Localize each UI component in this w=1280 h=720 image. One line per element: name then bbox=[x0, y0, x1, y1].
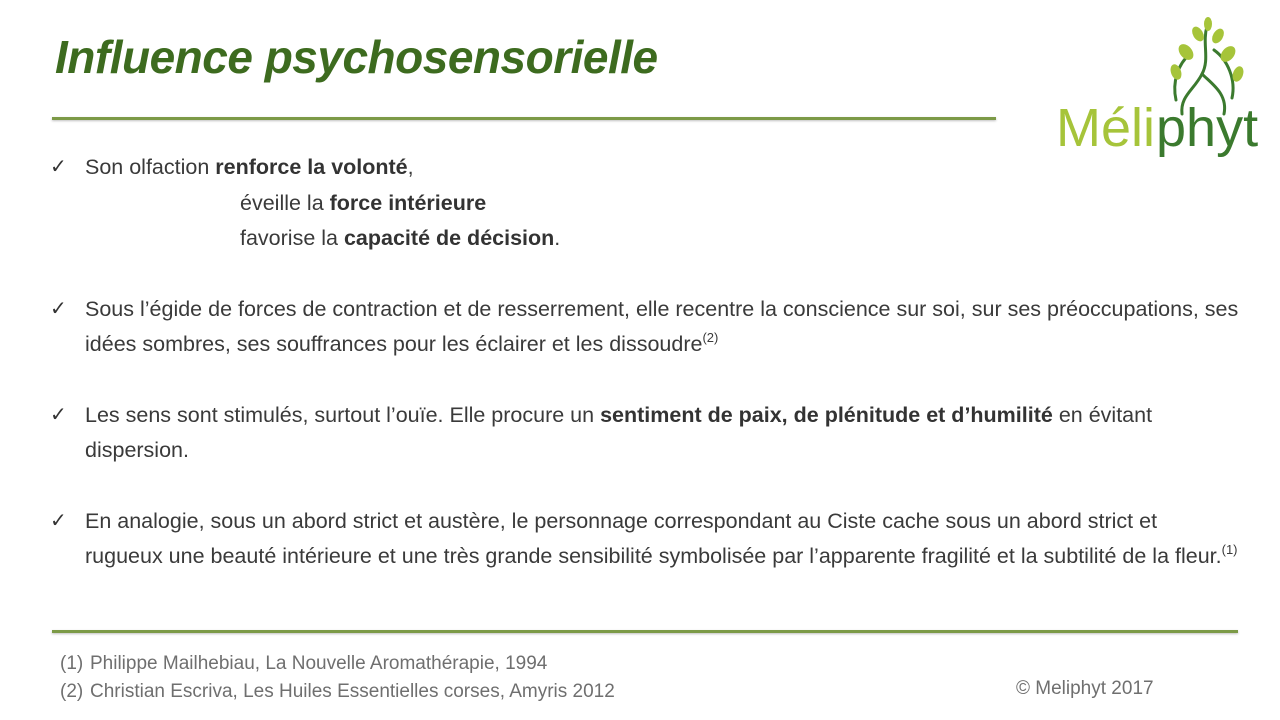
checkmark-icon: ✓ bbox=[50, 297, 67, 320]
checkmark-icon: ✓ bbox=[50, 156, 67, 178]
checkmark-icon: ✓ bbox=[50, 509, 67, 532]
bullet-2: ✓ Sous l’égide de forces de contraction et de resserrement, elle recentre la conscience sur soi, sur ses préoccupations, ses idées sombres, ses souffrances pour les éclairer et les dissoudre$^{(2)}$ bbox=[50, 292, 1240, 363]
reference-item: (1) Philippe Mailhebiau, La Nouvelle Aromathérapie, 1994 bbox=[60, 653, 548, 674]
references bbox=[60, 650, 615, 706]
footer-divider bbox=[52, 630, 1238, 633]
checkmark-icon: ✓ bbox=[50, 403, 67, 426]
copyright: © Meliphyt 2017 bbox=[1016, 678, 1154, 699]
footnote-ref: (1) bbox=[1221, 542, 1238, 557]
footnote-ref: (2) bbox=[702, 330, 719, 345]
title-divider bbox=[52, 117, 996, 120]
bullet-list bbox=[50, 150, 1240, 610]
bullet-4: ✓ En analogie, sous un abord strict et austère, le personnage correspondant au Ciste cache sous un abord strict et rugueux une beauté intérieure et une très grande sensibilité symbolisée par l’apparente fragilité et la subtilité de la fleur.$^{(1)}$ bbox=[50, 504, 1240, 575]
page-title: Influence psychosensorielle bbox=[55, 31, 658, 83]
reference-item: (2) Christian Escriva, Les Huiles Essentielles corses, Amyris 2012 bbox=[60, 681, 615, 702]
bullet-1 bbox=[50, 150, 1240, 257]
bullet-1-line-1: Son olfaction renforce la volonté, bbox=[85, 155, 414, 179]
logo-wordmark-right: phyt bbox=[1156, 98, 1259, 158]
bullet-1-line-2: éveille la force intérieure bbox=[240, 190, 487, 215]
bullet-3: ✓ Les sens sont stimulés, surtout l’ouïe. Elle procure un sentiment de paix, de plénitude et d’humilité en évitant dispersion. bbox=[50, 398, 1240, 469]
logo-wordmark-left: Méli bbox=[1056, 98, 1156, 158]
bullet-1-line-3: favorise la capacité de décision. bbox=[240, 226, 561, 250]
